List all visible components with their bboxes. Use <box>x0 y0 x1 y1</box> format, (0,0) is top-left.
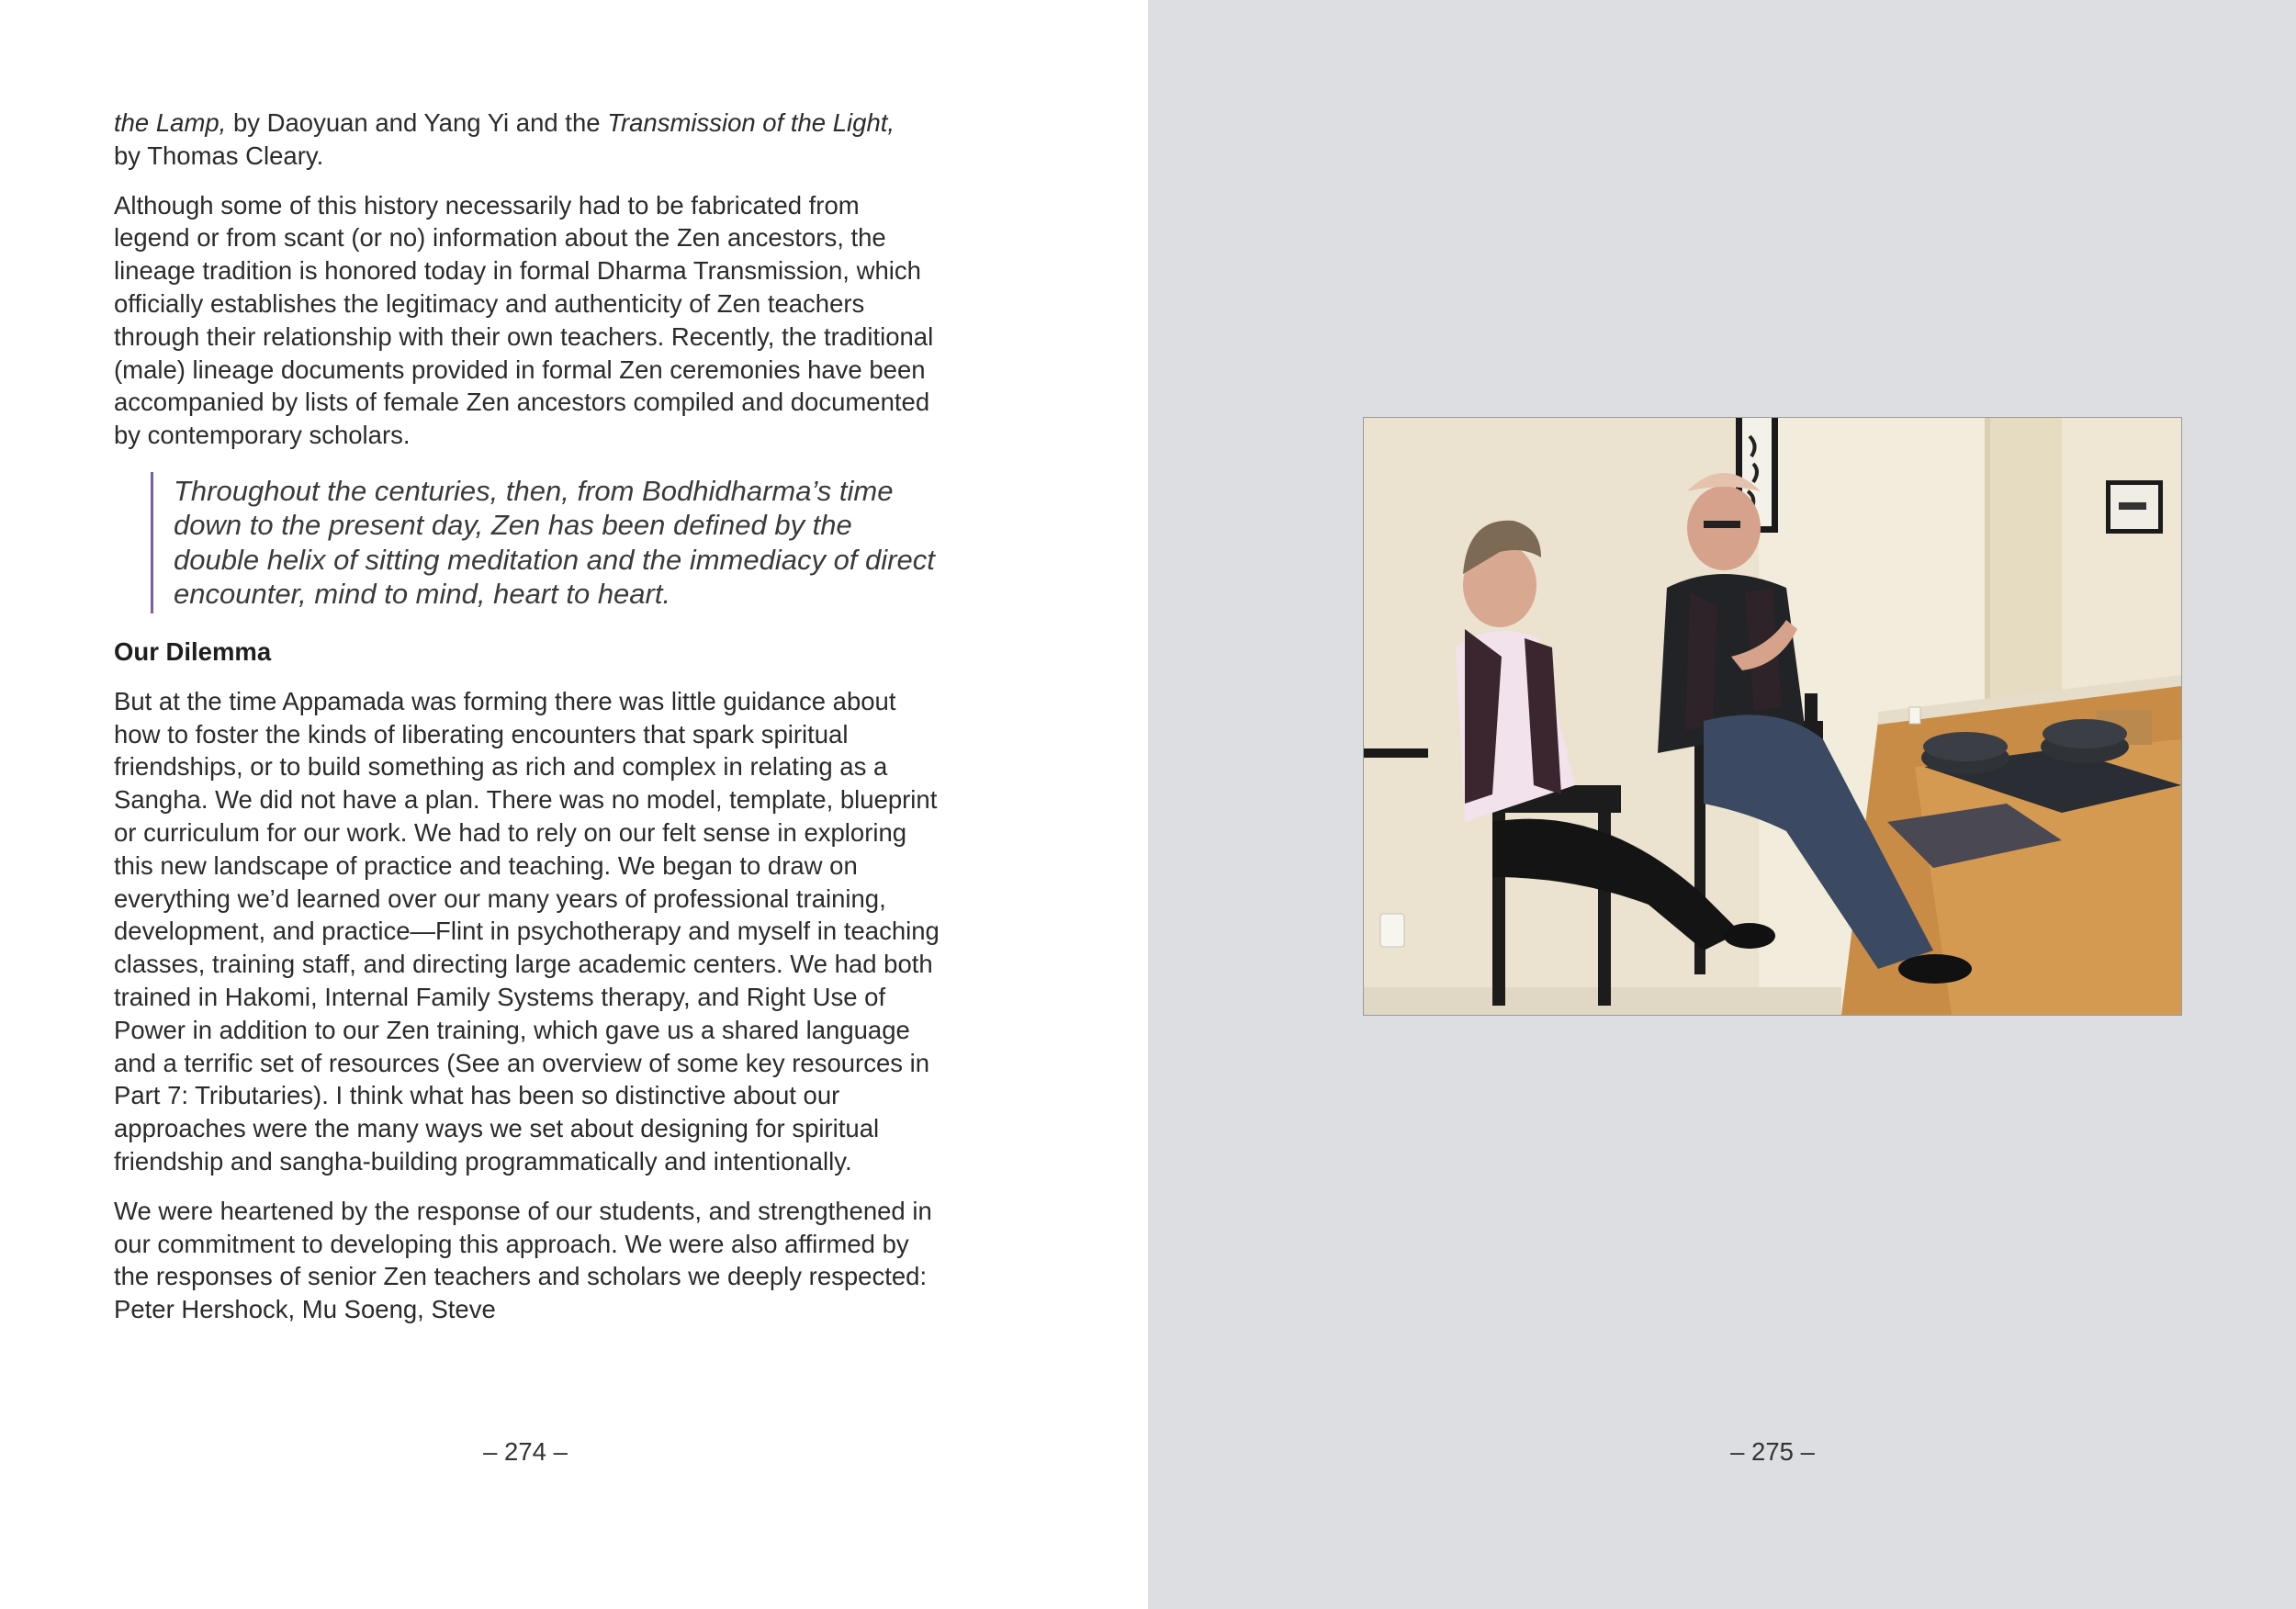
intro-author: by Thomas Cleary. <box>114 141 324 170</box>
page-number-left: – 274 – <box>483 1437 568 1466</box>
paragraph-heartened: We were heartened by the response of our students, and strengthened in our commitment to developing this approach. We were also affirmed by the responses of senior Zen teachers and scholars we deeply respected: Peter Hershock, Mu Soeng, Steve <box>114 1196 932 1324</box>
section-heading: Our Dilemma <box>114 636 272 666</box>
paragraph-dilemma: But at the time Appamada was forming there was little guidance about how to foster the kinds of liberating encounters that spark spiritual friendships, or to build something as rich and complex in relating as a Sangha. We did not have a plan. There was no model, template, blueprint or curriculum for our work. We had to rely on our felt sense in exploring this new landscape of practice and teaching. We began to draw on everything we’d learned over our many years of professional training, development, and practice—Flint in psychotherapy and myself in teaching classes, training staff, and directing large academic centers. We had both trained in Hakomi, Internal Family Systems therapy, and Right Use of Power in addition to our Zen training, which gave us a shared language and a terrific set of resources (See an overview of some key resources in Part 7: Tributaries). I think what has been so distinctive about our approaches were the many ways we set about designing for spiritual friendship and sangha-building programmatically and intentionally. <box>114 686 940 1176</box>
photo-two-men-seated-icon <box>1364 418 2181 1015</box>
intro-plain: by Daoyuan and Yang Yi and the <box>226 108 608 137</box>
photo <box>1363 417 2182 1016</box>
page-number-right: – 275 – <box>1730 1437 1815 1466</box>
lamp-title: the Lamp, <box>114 108 227 137</box>
transmission-title: Transmission of the Light, <box>607 108 895 137</box>
pull-quote: Throughout the centuries, then, from Bodhidharma’s time down to the present day, Zen has been defined by the double helix of sitting meditation and the immediacy of direct encounter, mind to mind, heart to heart. <box>151 472 945 613</box>
left-page-text <box>114 107 940 1343</box>
paragraph-lineage: Although some of this history necessarily had to be fabricated from legend or from scant (or no) information about the Zen ancestors, the lineage tradition is honored today in formal Dharma Transmission, which officially establishes the legitimacy and authenticity of Zen teachers through their relationship with their own teachers. Recently, the traditional (male) lineage documents provided in formal Zen ceremonies have been accompanied by lists of female Zen ancestors compiled and documented by contemporary scholars. <box>114 190 934 450</box>
intro-paragraph <box>114 107 940 173</box>
